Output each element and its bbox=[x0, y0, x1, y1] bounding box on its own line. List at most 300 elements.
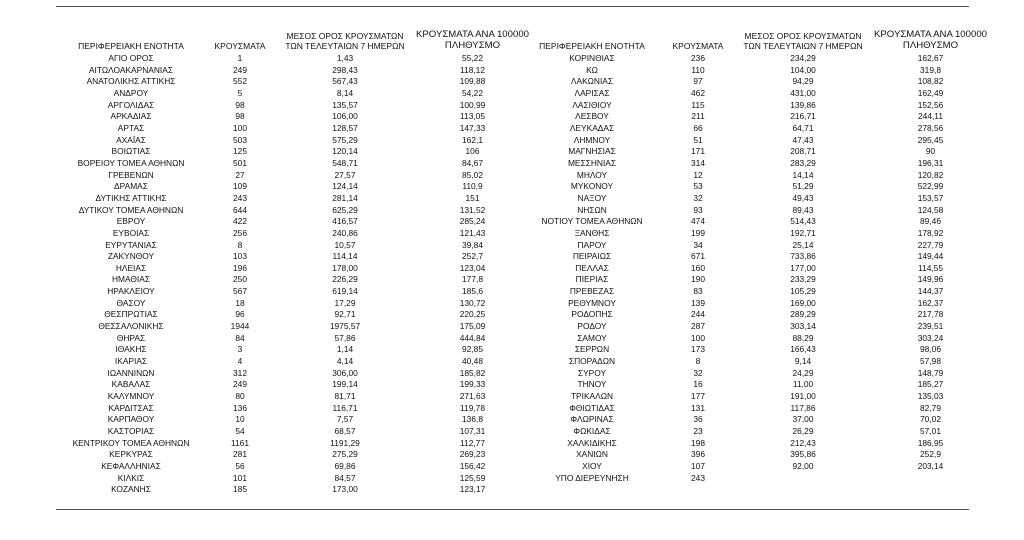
cases-cell: 32 bbox=[693, 367, 703, 378]
cases-cell: 3 bbox=[237, 344, 243, 355]
table-row bbox=[56, 344, 529, 356]
per100k-cell: 135,03 bbox=[917, 391, 944, 402]
table-row bbox=[520, 88, 987, 100]
avg-cell: 17,29 bbox=[334, 297, 356, 308]
region-cell: ΜΥΚΟΝΟΥ bbox=[570, 181, 614, 192]
per100k-cell: 144,37 bbox=[917, 286, 944, 297]
per100k-cell: 106 bbox=[465, 146, 480, 157]
table-row bbox=[56, 321, 529, 333]
table-row bbox=[56, 228, 529, 240]
cases-cell: 199 bbox=[691, 227, 705, 238]
cases-cell: 83 bbox=[693, 286, 703, 297]
table-row bbox=[520, 240, 987, 252]
per100k-cell: 319,8 bbox=[920, 64, 941, 75]
table-row bbox=[520, 100, 987, 112]
cases-cell: 54 bbox=[235, 426, 245, 436]
table-row bbox=[520, 251, 987, 263]
cases-cell: 211 bbox=[691, 111, 705, 122]
region-cell: ΣΠΟΡΑΔΩΝ bbox=[568, 356, 616, 367]
cases-cell: 1161 bbox=[230, 437, 249, 448]
avg-cell: 57,86 bbox=[334, 332, 356, 343]
avg-cell: 166,43 bbox=[790, 344, 816, 355]
region-cell: ΝΟΤΙΟΥ ΤΟΜΕΑ ΑΘΗΝΩΝ bbox=[541, 216, 643, 227]
per100k-cell: 186,95 bbox=[917, 437, 944, 448]
table-row bbox=[56, 274, 529, 286]
table-row bbox=[56, 309, 529, 321]
bottom-rule bbox=[56, 509, 969, 510]
cases-cell: 93 bbox=[693, 204, 703, 215]
avg-cell: 212,43 bbox=[790, 437, 816, 448]
table-row bbox=[520, 216, 987, 228]
region-cell: ΔΡΑΜΑΣ bbox=[114, 181, 148, 192]
cases-cell: 51 bbox=[693, 134, 703, 145]
table-row bbox=[56, 146, 529, 158]
region-cell: ΜΕΣΣΗΝΙΑΣ bbox=[567, 157, 617, 168]
region-cell: ΧΙΟΥ bbox=[582, 460, 602, 471]
avg-cell: 24,29 bbox=[792, 367, 814, 378]
avg-cell: 234,29 bbox=[790, 53, 816, 63]
table-row bbox=[520, 333, 987, 345]
header-avg-7days: ΜΕΣΟΣ ΟΡΟΣ ΚΡΟΥΣΜΑΤΩΝ ΤΩΝ ΤΕΛΕΥΤΑΙΩΝ 7 ΗΜΕΡΩΝ bbox=[285, 31, 405, 51]
cases-cell: 671 bbox=[691, 251, 705, 262]
per100k-cell: 153,57 bbox=[917, 192, 944, 203]
avg-cell: 8,14 bbox=[336, 87, 354, 98]
avg-cell: 416,57 bbox=[332, 216, 358, 227]
cases-cell: 501 bbox=[233, 157, 247, 168]
region-cell: ΤΡΙΚΑΛΩΝ bbox=[570, 391, 614, 402]
avg-cell: 281,14 bbox=[332, 192, 358, 203]
table-row bbox=[56, 333, 529, 345]
table-row bbox=[520, 53, 987, 65]
region-cell: ΤΗΝΟΥ bbox=[577, 379, 607, 390]
table-row bbox=[56, 193, 529, 205]
table-row bbox=[520, 135, 987, 147]
table-row bbox=[520, 309, 987, 321]
right-table-body bbox=[520, 53, 987, 484]
per100k-cell: 162,67 bbox=[917, 53, 944, 63]
table-row bbox=[520, 391, 987, 403]
avg-cell: 178,00 bbox=[332, 262, 358, 273]
per100k-cell: 196,31 bbox=[917, 157, 944, 168]
per100k-cell: 113,05 bbox=[460, 111, 485, 122]
table-row bbox=[520, 181, 987, 193]
table-row bbox=[520, 228, 987, 240]
region-cell: ΔΥΤΙΚΟΥ ΤΟΜΕΑ ΑΘΗΝΩΝ bbox=[78, 204, 184, 215]
cases-cell: 552 bbox=[233, 76, 247, 87]
avg-cell: 619,14 bbox=[332, 286, 358, 297]
per100k-cell: 92,85 bbox=[462, 344, 483, 355]
region-cell: ΑΡΓΟΛΙΔΑΣ bbox=[107, 99, 155, 110]
region-cell: ΑΧΑΪΑΣ bbox=[116, 134, 146, 145]
region-cell: ΚΙΛΚΙΣ bbox=[117, 472, 145, 483]
cases-cell: 107 bbox=[691, 460, 705, 471]
per100k-cell: 119,78 bbox=[460, 402, 485, 413]
table-row bbox=[56, 461, 529, 473]
region-cell: ΡΟΔΟΠΗΣ bbox=[571, 309, 613, 320]
table-row bbox=[56, 251, 529, 263]
header-avg-7days: ΜΕΣΟΣ ΟΡΟΣ ΚΡΟΥΣΜΑΤΩΝ ΤΩΝ ΤΕΛΕΥΤΑΙΩΝ 7 ΗΜΕΡΩΝ bbox=[743, 31, 863, 51]
header-cases: ΚΡΟΥΣΜΑΤΑ bbox=[672, 40, 724, 51]
avg-cell: 1191,29 bbox=[330, 437, 360, 448]
region-cell: ΦΩΚΙΔΑΣ bbox=[573, 426, 611, 436]
region-cell: ΙΩΑΝΝΙΝΩΝ bbox=[107, 367, 155, 378]
region-cell: ΠΡΕΒΕΖΑΣ bbox=[569, 286, 615, 297]
avg-cell: 84,57 bbox=[334, 472, 356, 483]
region-cell: ΕΥΡΥΤΑΝΙΑΣ bbox=[105, 239, 157, 250]
table-row bbox=[520, 146, 987, 158]
per100k-cell: 217,78 bbox=[917, 309, 944, 320]
region-cell: ΧΑΝΙΩΝ bbox=[576, 449, 608, 460]
per100k-cell: 147,33 bbox=[459, 122, 486, 133]
table-row bbox=[520, 368, 987, 380]
cases-cell: 56 bbox=[235, 460, 245, 471]
cases-cell: 53 bbox=[693, 181, 703, 192]
per100k-cell: 90 bbox=[925, 146, 936, 157]
per100k-cell: 70,02 bbox=[920, 414, 941, 425]
region-cell: ΗΡΑΚΛΕΙΟΥ bbox=[107, 286, 155, 297]
table-row bbox=[56, 205, 529, 217]
per100k-cell: 185,27 bbox=[917, 379, 944, 390]
per100k-cell: 125,59 bbox=[459, 472, 486, 483]
avg-cell: 104,00 bbox=[790, 64, 816, 75]
per100k-cell: 118,12 bbox=[460, 64, 485, 75]
table-row bbox=[520, 65, 987, 77]
table-row bbox=[56, 216, 529, 228]
avg-cell: 1,14 bbox=[336, 344, 354, 355]
table-row bbox=[520, 123, 987, 135]
region-cell: ΙΘΑΚΗΣ bbox=[115, 344, 147, 355]
per100k-cell: 278,56 bbox=[917, 122, 944, 133]
region-cell: ΝΗΣΩΝ bbox=[577, 204, 607, 215]
avg-cell: 233,29 bbox=[790, 274, 816, 285]
region-cell: ΚΕΦΑΛΛΗΝΙΑΣ bbox=[101, 460, 161, 471]
table-row bbox=[56, 240, 529, 252]
region-cell: ΠΕΛΛΑΣ bbox=[575, 262, 609, 273]
region-cell: ΚΑΡΠΑΘΟΥ bbox=[107, 414, 155, 425]
per100k-cell: 112,77 bbox=[460, 437, 485, 448]
region-cell: ΑΙΤΩΛΟΑΚΑΡΝΑΝΙΑΣ bbox=[88, 64, 174, 75]
per100k-cell: 57,98 bbox=[920, 356, 941, 367]
cases-cell: 1944 bbox=[230, 321, 250, 332]
per100k-cell: 185,82 bbox=[459, 367, 486, 378]
table-row bbox=[56, 76, 529, 88]
header-cases: ΚΡΟΥΣΜΑΤΑ bbox=[214, 40, 266, 51]
table-row bbox=[520, 274, 987, 286]
avg-cell: 116,71 bbox=[332, 402, 358, 413]
table-row bbox=[56, 473, 529, 485]
avg-cell: 395,86 bbox=[790, 449, 816, 460]
cases-cell: 171 bbox=[691, 146, 705, 157]
region-cell: ΚΕΝΤΡΙΚΟΥ ΤΟΜΕΑ ΑΘΗΝΩΝ bbox=[72, 437, 190, 448]
cases-cell: 249 bbox=[233, 64, 247, 75]
avg-cell: 169,00 bbox=[790, 297, 816, 308]
per100k-cell: 110,9 bbox=[462, 181, 483, 192]
table-row bbox=[520, 426, 987, 438]
left-table-body bbox=[56, 53, 529, 496]
avg-cell: 14,14 bbox=[792, 169, 814, 180]
per100k-cell: 152,56 bbox=[917, 99, 944, 110]
cases-cell: 139 bbox=[691, 297, 705, 308]
avg-cell: 81,71 bbox=[334, 391, 356, 402]
avg-cell: 92,71 bbox=[334, 309, 356, 320]
table-row bbox=[520, 263, 987, 275]
avg-cell bbox=[732, 473, 874, 485]
per100k-cell: 149,96 bbox=[917, 274, 944, 285]
cases-cell: 287 bbox=[691, 321, 705, 332]
region-cell: ΑΡΤΑΣ bbox=[117, 122, 145, 133]
avg-cell: 139,86 bbox=[790, 99, 816, 110]
per100k-cell: 244,11 bbox=[918, 111, 943, 122]
header-region: ΠΕΡΙΦΕΡΕΙΑΚΗ ΕΝΟΤΗΤΑ bbox=[539, 40, 645, 51]
avg-cell: 289,29 bbox=[790, 309, 816, 320]
table-row bbox=[56, 403, 529, 415]
region-cell: ΞΑΝΘΗΣ bbox=[574, 227, 610, 238]
cases-cell: 503 bbox=[233, 134, 247, 145]
avg-cell: 69,86 bbox=[334, 460, 356, 471]
cases-cell: 281 bbox=[233, 449, 247, 460]
cases-cell: 250 bbox=[233, 274, 247, 285]
table-row bbox=[520, 461, 987, 473]
avg-cell: 306,00 bbox=[332, 367, 358, 378]
avg-cell: 37,00 bbox=[792, 414, 814, 425]
region-cell: ΚΩ bbox=[586, 64, 598, 75]
avg-cell: 216,71 bbox=[790, 111, 816, 122]
per100k-cell: 252,7 bbox=[462, 251, 483, 262]
region-cell: ΒΟΡΕΙΟΥ ΤΟΜΕΑ ΑΘΗΝΩΝ bbox=[77, 157, 185, 168]
cases-cell: 27 bbox=[235, 169, 245, 180]
cases-cell: 103 bbox=[233, 251, 247, 262]
per100k-cell: 149,44 bbox=[917, 251, 944, 262]
cases-cell: 80 bbox=[235, 391, 245, 402]
per100k-cell: 162,1 bbox=[462, 134, 483, 145]
per100k-cell: 444,84 bbox=[459, 332, 486, 343]
table-row bbox=[520, 111, 987, 123]
cases-cell: 249 bbox=[233, 379, 247, 390]
per100k-cell: 295,45 bbox=[917, 134, 944, 145]
region-cell: ΥΠΟ ΔΙΕΡΕΥΝΗΣΗ bbox=[555, 472, 629, 483]
per100k-cell: 55,22 bbox=[462, 53, 483, 63]
cases-cell: 84 bbox=[235, 332, 245, 343]
cases-cell: 244 bbox=[691, 309, 705, 320]
cases-cell: 8 bbox=[695, 356, 701, 367]
per100k-cell: 130,72 bbox=[459, 297, 486, 308]
table-row bbox=[56, 449, 529, 461]
region-cell: ΑΓΙΟ ΟΡΟΣ bbox=[108, 53, 154, 63]
region-cell: ΚΕΡΚΥΡΑΣ bbox=[109, 449, 153, 460]
avg-cell: 514,43 bbox=[790, 216, 816, 227]
region-cell: ΦΛΩΡΙΝΑΣ bbox=[570, 414, 614, 425]
cases-cell: 644 bbox=[233, 204, 247, 215]
table-row bbox=[520, 438, 987, 450]
per100k-cell: 227,79 bbox=[917, 239, 944, 250]
table-row bbox=[56, 88, 529, 100]
table-row bbox=[56, 170, 529, 182]
region-cell: ΘΑΣΟΥ bbox=[116, 297, 146, 308]
region-cell: ΡΕΘΥΜΝΟΥ bbox=[568, 297, 616, 308]
avg-cell: 4,14 bbox=[336, 356, 354, 367]
table-row bbox=[56, 135, 529, 147]
per100k-cell: 522,99 bbox=[917, 181, 944, 192]
cases-cell: 12 bbox=[693, 169, 703, 180]
region-cell: ΕΒΡΟΥ bbox=[116, 216, 146, 227]
per100k-cell: 123,04 bbox=[459, 262, 486, 273]
region-cell: ΚΑΣΤΟΡΙΑΣ bbox=[107, 426, 155, 436]
cases-cell: 567 bbox=[233, 286, 247, 297]
avg-cell: 64,71 bbox=[792, 122, 814, 133]
avg-cell: 105,29 bbox=[790, 286, 816, 297]
per100k-cell: 269,23 bbox=[459, 449, 486, 460]
per100k-cell: 40,48 bbox=[462, 356, 483, 367]
table-row bbox=[56, 111, 529, 123]
avg-cell: 68,57 bbox=[334, 426, 356, 436]
region-cell: ΔΥΤΙΚΗΣ ΑΤΤΙΚΗΣ bbox=[95, 192, 167, 203]
region-cell: ΠΙΕΡΙΑΣ bbox=[575, 274, 609, 285]
per100k-cell: 84,67 bbox=[462, 157, 483, 168]
cases-cell: 131 bbox=[691, 402, 705, 413]
header-per-100k: ΚΡΟΥΣΜΑΤΑ ΑΝΑ 100000 ΠΛΗΘΥΣΜΟ bbox=[874, 29, 987, 51]
region-cell: ΗΜΑΘΙΑΣ bbox=[111, 274, 151, 285]
table-row bbox=[520, 76, 987, 88]
per100k-cell: 54,22 bbox=[462, 87, 483, 98]
table-row bbox=[56, 158, 529, 170]
per100k-cell: 203,14 bbox=[917, 460, 944, 471]
per100k-cell: 177,8 bbox=[462, 274, 483, 285]
region-cell: ΑΡΚΑΔΙΑΣ bbox=[110, 111, 152, 122]
per100k-cell: 120,82 bbox=[917, 169, 944, 180]
per100k-cell: 100,99 bbox=[459, 99, 486, 110]
region-cell: ΜΗΛΟΥ bbox=[576, 169, 608, 180]
per100k-cell: 124,58 bbox=[917, 204, 944, 215]
cases-cell: 196 bbox=[233, 262, 247, 273]
cases-cell: 97 bbox=[693, 76, 703, 87]
cases-cell: 96 bbox=[235, 309, 245, 320]
header-region: ΠΕΡΙΦΕΡΕΙΑΚΗ ΕΝΟΤΗΤΑ bbox=[78, 40, 184, 51]
region-cell: ΙΚΑΡΙΑΣ bbox=[114, 356, 148, 367]
per100k-cell: 148,79 bbox=[917, 367, 944, 378]
region-cell: ΘΕΣΣΑΛΟΝΙΚΗΣ bbox=[98, 321, 164, 332]
region-cell: ΛΗΜΝΟΥ bbox=[573, 134, 611, 145]
per100k-cell: 131,52 bbox=[459, 204, 486, 215]
table-row bbox=[56, 100, 529, 112]
avg-cell: 9,14 bbox=[794, 356, 812, 367]
per100k-cell: 220,25 bbox=[459, 309, 486, 320]
region-cell: ΠΑΡΟΥ bbox=[577, 239, 607, 250]
cases-cell: 36 bbox=[693, 414, 703, 425]
avg-cell: 47,43 bbox=[792, 134, 814, 145]
table-row bbox=[56, 65, 529, 77]
region-cell: ΡΟΔΟΥ bbox=[577, 321, 607, 332]
per100k-cell: 109,88 bbox=[459, 76, 486, 87]
per100k-cell: 89,46 bbox=[920, 216, 941, 227]
cases-cell: 136 bbox=[233, 402, 247, 413]
per100k-cell: 85,02 bbox=[462, 169, 483, 180]
region-cell: ΕΥΒΟΙΑΣ bbox=[112, 227, 150, 238]
region-cell: ΦΘΙΩΤΙΔΑΣ bbox=[569, 402, 615, 413]
region-cell: ΖΑΚΥΝΘΟΥ bbox=[107, 251, 155, 262]
table-row bbox=[56, 426, 529, 438]
avg-cell: 240,86 bbox=[332, 227, 358, 238]
cases-cell: 422 bbox=[233, 216, 247, 227]
region-cell: ΝΑΞΟΥ bbox=[577, 192, 607, 203]
avg-cell: 177,00 bbox=[790, 262, 816, 273]
cases-cell: 16 bbox=[693, 379, 703, 390]
per100k-cell: 108,82 bbox=[917, 76, 944, 87]
table-row bbox=[520, 193, 987, 205]
table-row bbox=[56, 356, 529, 368]
table-row bbox=[520, 286, 987, 298]
avg-cell: 7,57 bbox=[336, 414, 354, 425]
avg-cell: 733,86 bbox=[790, 251, 816, 262]
table-row bbox=[520, 473, 987, 485]
region-cell: ΚΑΛΥΜΝΟΥ bbox=[107, 391, 155, 402]
avg-cell: 106,00 bbox=[332, 111, 358, 122]
cases-cell: 1 bbox=[237, 53, 243, 63]
cases-cell: 236 bbox=[691, 53, 705, 63]
avg-cell: 303,14 bbox=[790, 321, 816, 332]
cases-cell: 396 bbox=[691, 449, 705, 460]
left-header-row bbox=[56, 24, 529, 53]
region-cell: ΧΑΛΚΙΔΙΚΗΣ bbox=[567, 437, 617, 448]
avg-cell: 283,29 bbox=[790, 157, 816, 168]
region-cell: ΚΑΡΔΙΤΣΑΣ bbox=[108, 402, 154, 413]
per100k-cell: 39,84 bbox=[462, 239, 483, 250]
per100k-cell: 156,42 bbox=[459, 460, 486, 471]
per100k-cell: 151 bbox=[465, 192, 480, 203]
cases-cell: 125 bbox=[233, 146, 247, 157]
per100k-cell: 185,6 bbox=[462, 286, 483, 297]
avg-cell: 120,14 bbox=[332, 146, 358, 157]
avg-cell: 88,29 bbox=[792, 332, 814, 343]
avg-cell: 89,43 bbox=[792, 204, 814, 215]
table-row bbox=[520, 205, 987, 217]
cases-cell: 474 bbox=[691, 216, 705, 227]
cases-cell: 185 bbox=[233, 484, 247, 495]
region-cell: ΣΕΡΡΩΝ bbox=[574, 344, 610, 355]
per100k-cell: 57,01 bbox=[920, 426, 941, 436]
avg-cell: 192,71 bbox=[790, 227, 816, 238]
avg-cell: 191,00 bbox=[790, 391, 816, 402]
table-row bbox=[520, 449, 987, 461]
avg-cell: 431,00 bbox=[790, 87, 816, 98]
per100k-cell: 239,51 bbox=[917, 321, 944, 332]
cases-cell: 5 bbox=[237, 87, 243, 98]
avg-cell: 49,43 bbox=[792, 192, 814, 203]
table-row bbox=[520, 321, 987, 333]
region-cell: ΘΗΡΑΣ bbox=[116, 332, 146, 343]
cases-cell: 177 bbox=[691, 391, 705, 402]
table-row bbox=[520, 298, 987, 310]
cases-cell: 66 bbox=[693, 122, 703, 133]
region-cell: ΚΟΖΑΝΗΣ bbox=[111, 484, 151, 495]
per100k-cell: 121,43 bbox=[459, 227, 486, 238]
per100k-cell: 162,49 bbox=[917, 87, 944, 98]
per100k-cell: 114,55 bbox=[918, 262, 943, 273]
avg-cell: 625,29 bbox=[332, 204, 358, 215]
region-cell: ΛΑΡΙΣΑΣ bbox=[574, 87, 610, 98]
table-row bbox=[56, 181, 529, 193]
region-cell: ΛΕΥΚΑΔΑΣ bbox=[569, 122, 615, 133]
region-cell: ΛΑΣΙΘΙΟΥ bbox=[572, 99, 612, 110]
region-cell: ΚΟΡΙΝΘΙΑΣ bbox=[569, 53, 615, 63]
cases-cell: 160 bbox=[691, 262, 705, 273]
table-row bbox=[520, 379, 987, 391]
per100k-cell: 303,24 bbox=[917, 332, 944, 343]
avg-cell: 117,86 bbox=[790, 402, 816, 413]
cases-cell: 32 bbox=[693, 192, 703, 203]
region-cell: ΜΑΓΝΗΣΙΑΣ bbox=[568, 146, 616, 157]
per100k-cell: 162,37 bbox=[917, 297, 944, 308]
table-row bbox=[56, 53, 529, 65]
